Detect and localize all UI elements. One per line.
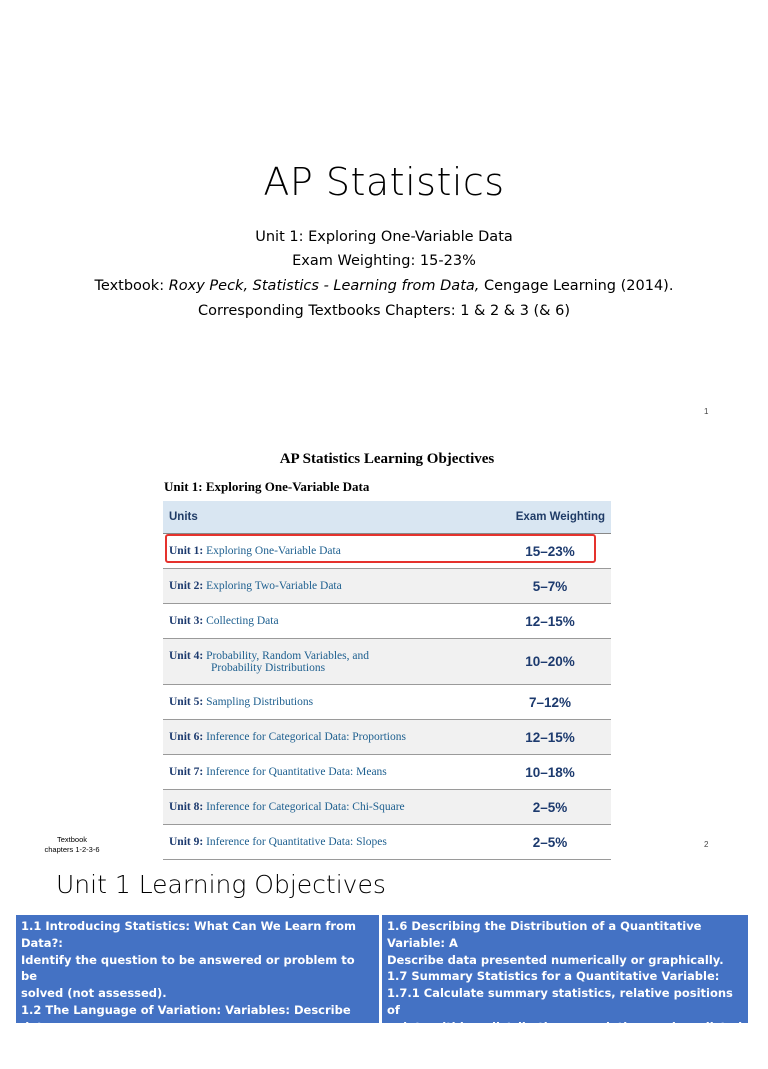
weighting-cell: 12–15% [489, 720, 611, 755]
table-row [163, 604, 611, 639]
unit-name: Inference for Quantitative Data: Means [206, 766, 387, 778]
weighting-cell: 15–23% [489, 534, 611, 569]
objective-line: Describe data presented numerically or graphically. [387, 952, 724, 967]
unit-name: Sampling Distributions [206, 696, 314, 708]
unit-cell [163, 569, 489, 604]
unit-name: Collecting Data [206, 615, 279, 627]
unit-number: Unit 8: [169, 801, 204, 813]
weighting-cell: 10–18% [489, 755, 611, 790]
unit-name: Inference for Categorical Data: Proportions [206, 731, 406, 743]
table-row [163, 685, 611, 720]
objectives-subheading: Unit 1: Exploring One-Variable Data [164, 479, 370, 494]
unit-number: Unit 9: [169, 836, 204, 848]
unit-name: Inference for Quantitative Data: Slopes [206, 836, 387, 848]
units-table [163, 501, 611, 860]
unit-cell [163, 604, 489, 639]
unit-cell [163, 720, 489, 755]
unit-number: Unit 2: [169, 580, 204, 592]
unit-name: Exploring Two-Variable Data [206, 580, 342, 592]
chapters-line: Corresponding Textbooks Chapters: 1 & 2 & 3 (& 6) [198, 303, 570, 319]
unit-cell [163, 534, 489, 569]
page-number: 1 [704, 407, 709, 416]
table-row [163, 569, 611, 604]
table-row [163, 790, 611, 825]
weighting-cell: 2–5% [489, 790, 611, 825]
objective-line: solved (not assessed). [21, 986, 167, 1001]
objective-line: 1.7.1 Calculate summary statistics, relative positions of [387, 986, 733, 1017]
unit-cell [163, 685, 489, 720]
weighting-cell: 12–15% [489, 604, 611, 639]
slide-title: AP Statistics [263, 160, 505, 204]
weighting-cell: 7–12% [489, 685, 611, 720]
unit-cell [163, 790, 489, 825]
table-header-row [163, 501, 611, 534]
unit-number: Unit 5: [169, 696, 204, 708]
units-column-header: Units [163, 501, 489, 534]
textbook-line [0, 278, 768, 294]
learning-objectives-title: Unit 1 Learning Objectives [56, 870, 386, 899]
unit-cell [163, 755, 489, 790]
objective-line: 1.6 Describing the Distribution of a Quantitative Variable: A [387, 919, 702, 950]
objective-line: 1.7 Summary Statistics for a Quantitative Variable: [387, 969, 720, 984]
table-row [163, 825, 611, 860]
objective-line: 1.2 The Language of Variation: Variables: Describe data [21, 1002, 351, 1034]
objective-line: points within a distribution, correlation, and predicted [387, 1019, 743, 1034]
textbook-chapters-note [32, 835, 112, 855]
note-line: chapters 1-2-3-6 [44, 845, 100, 854]
unit-cell [163, 639, 489, 685]
textbook-title: Roxy Peck, Statistics - Learning from Data, [168, 278, 480, 294]
weighting-cell: 2–5% [489, 825, 611, 860]
table-row [163, 639, 611, 685]
weighting-cell: 10–20% [489, 639, 611, 685]
objective-line: presented numerically or graphically. [21, 1036, 264, 1051]
objective-line: 1.3 Representing a Categorical Variable with Tables: [21, 1053, 362, 1068]
page-number: 2 [704, 840, 709, 849]
unit-name: Exploring One-Variable Data [206, 545, 341, 557]
note-line: Textbook [56, 835, 88, 844]
unit-name-continued: Probability Distributions [211, 661, 326, 674]
objective-line: 1.1 Introducing Statistics: What Can We Learn from Data?: [21, 919, 356, 950]
unit-number: Unit 3: [169, 615, 204, 627]
table-row [163, 534, 611, 569]
unit-name: Probability, Random Variables, and [206, 649, 369, 662]
exam-weighting-line: Exam Weighting: 15-23% [292, 253, 476, 269]
weighting-cell: 5–7% [489, 569, 611, 604]
unit-number: Unit 6: [169, 731, 204, 743]
textbook-prefix: Textbook: [94, 278, 169, 294]
unit-number: Unit 7: [169, 766, 204, 778]
table-row [163, 755, 611, 790]
textbook-publisher: Cengage Learning (2014). [479, 278, 674, 294]
objective-line: Identify the question to be answered or problem to be [21, 952, 355, 984]
unit-number: Unit 1: [169, 545, 204, 557]
objectives-cell-right [381, 914, 749, 1051]
objectives-cell-left [15, 914, 380, 1068]
unit-name: Inference for Categorical Data: Chi-Square [206, 801, 405, 813]
weighting-column-header: Exam Weighting [489, 501, 611, 534]
unit-line: Unit 1: Exploring One-Variable Data [255, 229, 513, 245]
objectives-heading: AP Statistics Learning Objectives [279, 451, 495, 467]
objective-line: response. [387, 1036, 451, 1051]
unit-cell [163, 825, 489, 860]
table-row [163, 720, 611, 755]
unit-number: Unit 4: [169, 649, 204, 662]
